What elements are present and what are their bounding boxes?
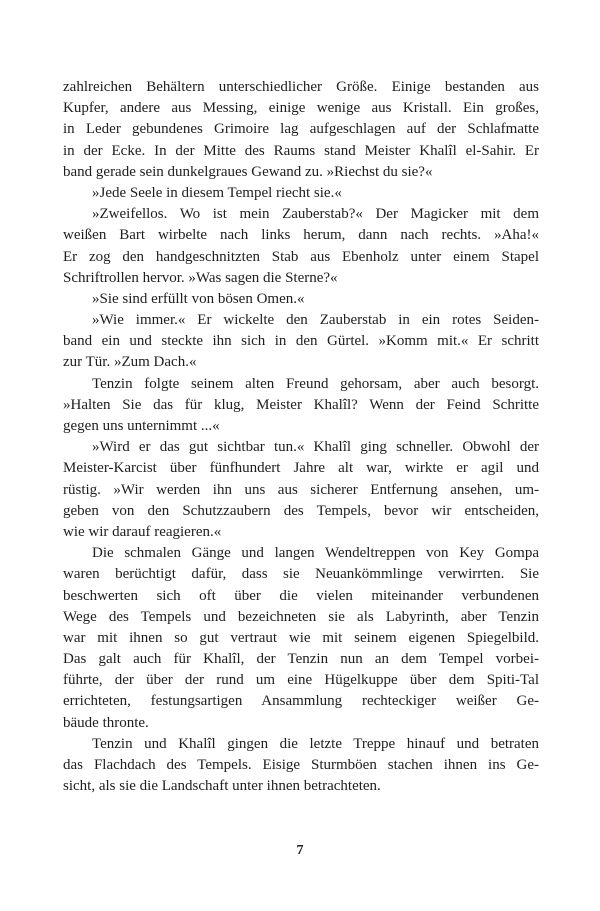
text-line: in Leder gebundenes Grimoire lag aufgeschlagen auf der Schlafmatte [63, 121, 539, 138]
text-line: errichteten, festungsartigen Ansammlung rechteckiger weißer Ge- [63, 693, 539, 710]
text-line: in der Ecke. In der Mitte des Raums stand Meister Khalîl el-Sahir. Er [63, 142, 539, 159]
text-line: waren berüchtigt dafür, dass sie Neuankömmlinge verwirrten. Sie [63, 566, 539, 583]
page-text-block [63, 77, 539, 797]
text-line: führte, der über der rund um eine Hügelkuppe über dem Spiti-Tal [63, 672, 539, 689]
text-line: »Halten Sie das für klug, Meister Khalîl? Wenn der Feind Schritte [63, 396, 539, 413]
text-line: wie wir darauf reagieren.« [63, 523, 222, 540]
text-line: »Wie immer.« Er wickelte den Zauberstab in ein rotes Seiden- [92, 312, 539, 329]
text-line: gegen uns unternimmt ...« [63, 418, 220, 434]
text-line: Meister-Karcist über fünfhundert Jahre alt war, wirkte er agil und [63, 460, 539, 477]
text-line: Wege des Tempels und bezeichneten sie als Labyrinth, aber Tenzin [63, 608, 539, 625]
text-line: Schriftrollen hervor. »Was sagen die Sterne?« [63, 269, 338, 286]
text-line: Die schmalen Gänge und langen Wendeltreppen von Key Gompa [92, 545, 539, 562]
text-line: band gerade sein dunkelgraues Gewand zu. »Riechst du sie?« [63, 163, 433, 180]
text-line: beschwerten sich oft über die vielen miteinander verbundenen [63, 587, 539, 604]
text-line: das Flachdach des Tempels. Eisige Sturmböen stachen ihnen ins Ge- [63, 757, 539, 773]
text-line: »Zweifellos. Wo ist mein Zauberstab?« Der Magicker mit dem [92, 206, 539, 223]
text-line: Tenzin folgte seinem alten Freund gehorsam, aber auch besorgt. [92, 375, 539, 392]
text-line: Kupfer, andere aus Messing, einige wenige aus Kristall. Ein großes, [63, 100, 539, 117]
text-line: Tenzin und Khalîl gingen die letzte Treppe hinauf und betraten [92, 735, 539, 752]
text-line: geben von den Schutzzaubern des Tempels, bevor wir entscheiden, [63, 502, 539, 519]
text-line: bäude thronte. [63, 714, 149, 731]
text-line: rüstig. »Wir werden ihn uns aus sicherer Entfernung ansehen, um- [63, 481, 539, 498]
text-line: »Jede Seele in diesem Tempel riecht sie.« [92, 184, 342, 201]
text-line: zur Tür. »Zum Dach.« [63, 354, 197, 371]
text-line: Das galt auch für Khalîl, der Tenzin nun an dem Tempel vorbei- [63, 651, 539, 668]
text-line: zahlreichen Behältern unterschiedlicher Größe. Einige bestanden aus [63, 79, 539, 95]
text-line: »Sie sind erfüllt von bösen Omen.« [92, 290, 305, 307]
text-line: sicht, als sie die Landschaft unter ihnen betrachteten. [63, 778, 381, 795]
text-line: war mit ihnen so gut vertraut wie mit seinem eigenen Spiegelbild. [63, 629, 539, 646]
text-line: band ein und steckte ihn sich in den Gürtel. »Komm mit.« Er schritt [63, 333, 539, 350]
text-line: Er zog den handgeschnitzten Stab aus Ebenholz unter einem Stapel [63, 248, 539, 265]
text-line: weißen Bart wirbelte nach links herum, dann nach rechts. »Aha!« [63, 227, 539, 244]
page-number: 7 [296, 843, 304, 858]
text-line: »Wird er das gut sichtbar tun.« Khalîl ging schneller. Obwohl der [92, 439, 539, 456]
